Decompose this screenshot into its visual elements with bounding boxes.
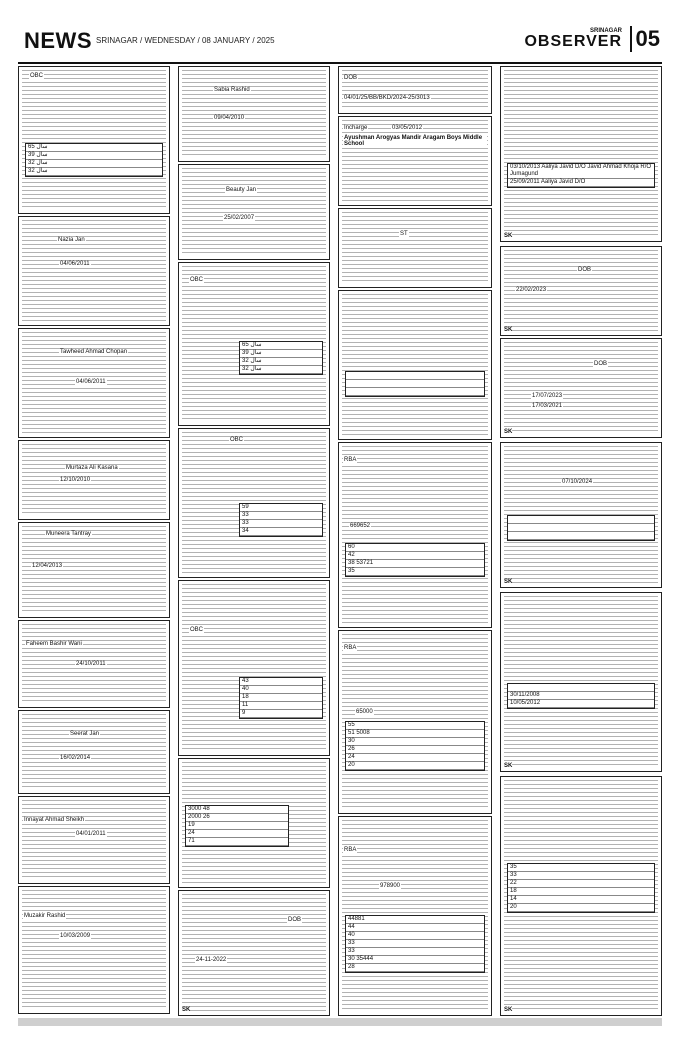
ad-name: Beauty Jan <box>226 187 257 193</box>
ad-sk: SK <box>504 763 513 769</box>
ad-tag: DOB <box>594 361 608 367</box>
notice-ad <box>18 440 170 520</box>
ad-amount: 978900 <box>380 883 401 889</box>
page-footer-bar <box>18 1018 662 1026</box>
table-row: 25/09/2011 Aaliya Javid D/O <box>508 179 654 187</box>
ad-name: Innayat Ahmad Sheikh <box>24 817 85 823</box>
ad-sk: SK <box>182 1007 191 1013</box>
masthead-logo <box>524 28 622 50</box>
table-row <box>346 388 484 396</box>
notice-ad <box>338 630 492 814</box>
section-label: NEWS <box>24 28 92 53</box>
ad-name: Tawheed Ahmad Chopan <box>60 349 128 355</box>
table-row: 55 <box>346 722 484 730</box>
ad-table <box>507 163 655 188</box>
page-number: 05 <box>630 26 660 52</box>
notice-ad <box>178 66 330 162</box>
notice-ad <box>18 216 170 326</box>
ad-date: 24/10/2011 <box>76 661 106 667</box>
notice-ad <box>500 246 662 336</box>
ad-sk: SK <box>504 579 513 585</box>
notice-ad <box>338 290 492 440</box>
table-row <box>346 372 484 380</box>
table-row: 33 <box>240 512 322 520</box>
table-row: 40 <box>240 686 322 694</box>
table-row: 65 سال <box>240 342 322 350</box>
table-row: 33 <box>346 940 484 948</box>
ad-tag: DOB <box>344 75 358 81</box>
table-row: 18 <box>240 694 322 702</box>
table-row: 39 سال <box>240 350 322 358</box>
notice-ad <box>500 338 662 438</box>
table-row: 11 <box>240 702 322 710</box>
ad-table <box>345 721 485 771</box>
table-row: 22 <box>508 880 654 888</box>
table-row: 30 <box>346 738 484 746</box>
ad-name: Ayushman Arogyas Mandir Aragam Boys Middle School <box>343 135 487 147</box>
ad-name: Sabia Rashid <box>214 87 250 93</box>
table-row: 20 <box>346 762 484 770</box>
ad-tag: OBC <box>30 73 44 79</box>
notice-ad <box>500 592 662 772</box>
ad-date: 12/10/2010 <box>60 477 91 483</box>
ad-table <box>507 683 655 709</box>
ad-tag: DOB <box>288 917 302 923</box>
ad-name: Muneera Tantray <box>46 531 91 537</box>
table-row: 2000 26 <box>186 814 288 822</box>
ad-sk: SK <box>504 1007 513 1013</box>
table-row: 24 <box>346 754 484 762</box>
table-row: 44 <box>346 924 484 932</box>
table-row: 35 <box>346 568 484 576</box>
column-1 <box>18 66 170 1016</box>
table-row: 43 <box>240 678 322 686</box>
table-row: 33 <box>346 948 484 956</box>
table-row <box>508 524 654 532</box>
ad-tag: OBC <box>190 277 204 283</box>
ad-date: 04/01/2011 <box>76 831 106 837</box>
table-row: 44881 <box>346 916 484 924</box>
notice-ad <box>178 262 330 426</box>
table-row: 71 <box>186 838 288 846</box>
ad-date: 07/10/2024 <box>562 479 593 485</box>
notice-ad <box>18 796 170 884</box>
masthead-city: SRINAGAR <box>589 28 622 34</box>
table-row: 33 <box>240 520 322 528</box>
table-row: 60 <box>346 544 484 552</box>
table-row: 24 <box>186 830 288 838</box>
table-row: 40 <box>346 932 484 940</box>
notice-ad <box>338 66 492 114</box>
ad-table <box>507 863 655 913</box>
column-2 <box>178 66 330 1016</box>
ad-date: 16/02/2014 <box>60 755 91 761</box>
table-row: 32 سال <box>240 366 322 374</box>
notice-ad <box>178 428 330 578</box>
ad-table <box>239 677 323 719</box>
notice-ad <box>178 580 330 756</box>
notice-ad <box>500 66 662 242</box>
table-row: 14 <box>508 896 654 904</box>
ad-date: 17/03/2021 <box>532 403 563 409</box>
table-row: 35 <box>508 864 654 872</box>
ad-amount: 65000 <box>356 709 373 715</box>
table-row: 19 <box>186 822 288 830</box>
table-row <box>508 516 654 524</box>
notice-ad <box>338 208 492 288</box>
page-header <box>18 22 662 64</box>
notice-ad <box>500 442 662 588</box>
notice-ad <box>338 816 492 1016</box>
ad-date: 22/02/2023 <box>516 287 547 293</box>
notice-ad <box>500 776 662 1016</box>
notice-ad <box>178 758 330 888</box>
ad-date: 12/04/2013 <box>32 563 63 569</box>
ad-ref: 04/01/25/BB/BKD/2024-25/3013 <box>344 95 430 101</box>
ad-table <box>345 371 485 397</box>
table-row: 65 سال <box>26 144 162 152</box>
ad-date: 09/04/2010 <box>214 115 245 121</box>
table-row: 39 سال <box>26 152 162 160</box>
ad-sk: SK <box>504 233 513 239</box>
table-row: 03/10/2013 Aaliya Javid D/O Javid Ahmad Khoja R/O Jumagund <box>508 164 654 179</box>
ad-tag: OBC <box>190 627 204 633</box>
table-row: 30/11/2008 <box>508 692 654 700</box>
column-3 <box>338 66 492 1016</box>
ad-table <box>345 915 485 973</box>
ad-date: 24-11-2022 <box>196 957 227 963</box>
table-row: 26 <box>346 746 484 754</box>
ad-table <box>345 543 485 577</box>
ad-tag: RBA <box>344 457 357 463</box>
notice-ad <box>18 522 170 618</box>
ad-date: 04/06/2011 <box>60 261 90 267</box>
notice-ad <box>18 328 170 438</box>
ad-tag: RBA <box>344 645 357 651</box>
ad-name: Murtaza Ali Kasana <box>66 465 118 471</box>
ad-name: Nazia Jan <box>58 237 85 243</box>
ad-tag: DOB <box>578 267 592 273</box>
ad-table <box>185 805 289 847</box>
ad-sk: SK <box>504 429 513 435</box>
table-row: 34 <box>240 528 322 536</box>
ad-label: Incharge <box>344 125 368 131</box>
table-row <box>508 532 654 540</box>
table-row: 18 <box>508 888 654 896</box>
ad-table <box>25 143 163 177</box>
ad-date: 10/03/2009 <box>60 933 91 939</box>
ad-tag: ST <box>400 231 408 237</box>
notice-ad <box>338 442 492 628</box>
dateline: SRINAGAR / WEDNESDAY / 08 JANUARY / 2025 <box>96 36 275 45</box>
ad-date: 03/05/2012 <box>392 125 423 131</box>
ad-tag: RBA <box>344 847 357 853</box>
table-row <box>346 380 484 388</box>
table-row: 30 35444 <box>346 956 484 964</box>
table-row: 9 <box>240 710 322 718</box>
table-row: 51 5008 <box>346 730 484 738</box>
ad-date: 04/06/2011 <box>76 379 106 385</box>
notice-ad <box>18 886 170 1014</box>
masthead-brand: OBSERVER <box>524 33 622 50</box>
ad-table <box>507 515 655 541</box>
column-4 <box>500 66 662 1016</box>
table-row: 20 <box>508 904 654 912</box>
table-row: 42 <box>346 552 484 560</box>
table-row: 32 سال <box>26 160 162 168</box>
table-row <box>508 684 654 692</box>
ad-table <box>239 503 323 537</box>
notice-ad <box>18 66 170 214</box>
table-row: 3000 48 <box>186 806 288 814</box>
table-row: 10/05/2012 <box>508 700 654 708</box>
ad-tag: OBC <box>230 437 244 443</box>
ad-sk: SK <box>504 327 513 333</box>
table-row: 32 سال <box>26 168 162 176</box>
ad-table <box>239 341 323 375</box>
ad-name: Faheem Bashir Wani <box>26 641 82 647</box>
ad-date: 25/02/2007 <box>224 215 255 221</box>
table-row: 33 <box>508 872 654 880</box>
table-row: 38 53721 <box>346 560 484 568</box>
notice-ad <box>178 890 330 1016</box>
notice-ad <box>178 164 330 260</box>
ad-date: 17/07/2023 <box>532 393 563 399</box>
notice-ad <box>18 710 170 794</box>
table-row: 59 <box>240 504 322 512</box>
ad-name: Muzakir Rashid <box>24 913 66 919</box>
table-row: 32 سال <box>240 358 322 366</box>
table-row: 28 <box>346 964 484 972</box>
notice-ad <box>338 116 492 206</box>
notice-ad <box>18 620 170 708</box>
ad-amount: 669652 <box>350 523 371 529</box>
ad-name: Seerat Jan <box>70 731 100 737</box>
